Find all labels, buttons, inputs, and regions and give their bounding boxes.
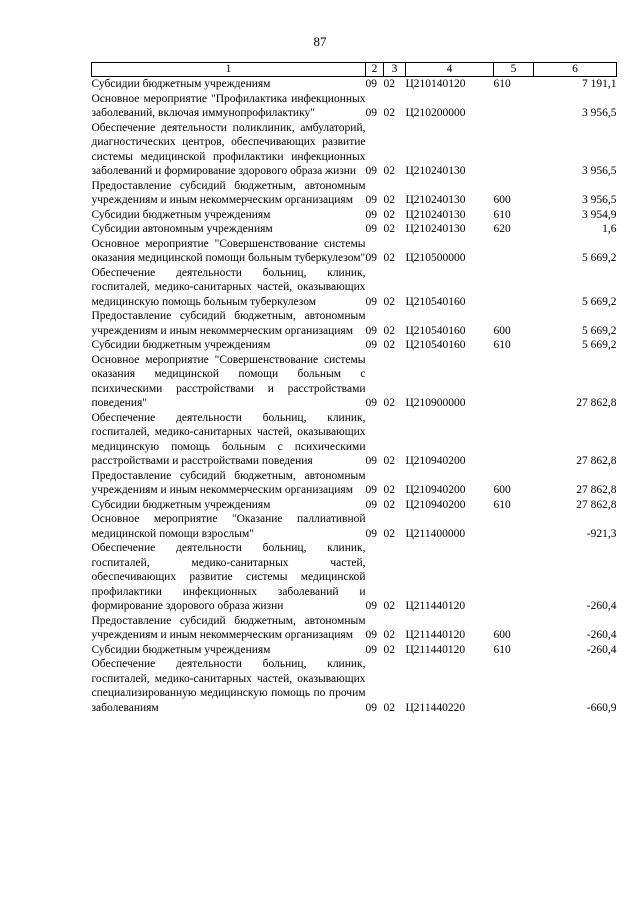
- header-col-section: 2: [366, 63, 384, 77]
- cell-subsection: 02: [383, 295, 395, 308]
- cell-subsection: 02: [383, 498, 395, 511]
- cell-expense-type: 610: [493, 208, 511, 221]
- cell-section: 09: [365, 107, 377, 119]
- cell-section: 09: [365, 455, 377, 467]
- cell-section: 09: [365, 78, 377, 90]
- header-col-target-article: 4: [406, 63, 494, 77]
- cell-expense-type: 600: [493, 324, 511, 337]
- cell-amount: 5 669,2: [582, 324, 617, 337]
- cell-expense-type: 610: [493, 339, 511, 351]
- header-col-name: 1: [92, 63, 366, 77]
- cell-subsection: 02: [383, 78, 395, 90]
- cell-subsection: 02: [383, 324, 395, 337]
- table-body: [92, 77, 617, 716]
- cell-section: 09: [365, 165, 377, 177]
- table-row: [92, 121, 617, 179]
- cell-subsection: 02: [383, 194, 395, 206]
- cell-amount: 3 956,5: [582, 107, 617, 119]
- cell-section: 09: [365, 701, 377, 714]
- cell-section: 09: [365, 629, 377, 641]
- cell-name: Основное мероприятие "Профилактика инфекционных заболеваний, включая иммунопрофилактику": [91, 92, 366, 119]
- cell-target-article: Ц210140120: [405, 78, 466, 90]
- cell-target-article: Ц210200000: [405, 107, 466, 119]
- cell-subsection: 02: [383, 455, 395, 467]
- cell-amount: -921,3: [586, 527, 617, 540]
- table-row: [92, 469, 617, 498]
- cell-target-article: Ц210500000: [405, 252, 466, 264]
- cell-subsection: 02: [383, 629, 395, 641]
- table-row: [92, 498, 617, 513]
- cell-expense-type: [494, 353, 534, 411]
- cell-expense-type: [494, 541, 534, 614]
- cell-subsection: 02: [383, 339, 395, 351]
- cell-expense-type: 600: [493, 194, 511, 206]
- cell-section: 09: [365, 397, 377, 409]
- table-row: [92, 541, 617, 614]
- cell-section: 09: [365, 527, 377, 540]
- cell-name: Основное мероприятие "Совершенствование системы оказания медицинской помощи больным с психическими расстройствами и расстройствами поведения": [91, 353, 366, 409]
- cell-amount: -260,4: [586, 629, 617, 641]
- cell-section: 09: [365, 295, 377, 308]
- cell-section: 09: [365, 600, 377, 612]
- cell-name: Основное мероприятие "Оказание паллиативной медицинской помощи взрослым": [91, 513, 366, 540]
- cell-expense-type: [494, 92, 534, 121]
- cell-amount: 7 191,1: [582, 78, 617, 90]
- cell-expense-type: 610: [493, 78, 511, 90]
- table-row: [92, 309, 617, 338]
- table-row: [92, 512, 617, 541]
- cell-name: Субсидии бюджетным учреждениям: [91, 339, 271, 351]
- cell-target-article: Ц210240130: [405, 208, 466, 221]
- cell-expense-type: 600: [493, 629, 511, 641]
- page-number: 87: [313, 34, 327, 49]
- cell-target-article: Ц210540160: [405, 339, 466, 351]
- cell-target-article: Ц210540160: [405, 324, 466, 337]
- cell-section: 09: [365, 324, 377, 337]
- cell-target-article: Ц211400000: [405, 527, 466, 540]
- cell-subsection: 02: [383, 701, 395, 714]
- cell-expense-type: 620: [493, 223, 511, 235]
- cell-name: Субсидии бюджетным учреждениям: [91, 78, 271, 90]
- cell-target-article: Ц210540160: [405, 295, 466, 308]
- cell-section: 09: [365, 194, 377, 206]
- cell-amount: -260,4: [586, 643, 617, 656]
- cell-subsection: 02: [383, 643, 395, 656]
- table-row: [92, 77, 617, 92]
- cell-amount: 5 669,2: [582, 252, 617, 264]
- cell-amount: 27 862,8: [576, 484, 617, 496]
- cell-subsection: 02: [383, 208, 395, 221]
- cell-expense-type: [494, 121, 534, 179]
- cell-expense-type: [494, 657, 534, 715]
- cell-expense-type: 610: [493, 498, 511, 511]
- cell-amount: 27 862,8: [576, 455, 617, 467]
- cell-target-article: Ц210240130: [405, 223, 466, 235]
- cell-name: Предоставление субсидий бюджетным, автономным учреждениям и иным некоммерческим организациям: [91, 310, 366, 337]
- cell-expense-type: [494, 512, 534, 541]
- header-row: [92, 63, 617, 77]
- cell-subsection: 02: [383, 223, 395, 235]
- table-row: [92, 338, 617, 353]
- cell-name: Обеспечение деятельности больниц, клиник, госпиталей, медико-санитарных частей, оказывающих медицинскую помощь больным туберкулезом: [91, 266, 366, 308]
- cell-amount: 5 669,2: [582, 339, 617, 351]
- cell-name: Основное мероприятие "Совершенствование системы оказания медицинской помощи больным туберкулезом": [91, 237, 366, 264]
- cell-target-article: Ц210240130: [405, 165, 466, 177]
- cell-section: 09: [365, 484, 377, 496]
- cell-name: Обеспечение деятельности поликлиник, амбулаторий, диагностических центров, обеспечивающих развитие системы медицинской профилактики инфекционных заболеваний и формирование здорового образа жизни: [91, 121, 366, 177]
- cell-amount: 3 956,5: [582, 194, 617, 206]
- cell-expense-type: [494, 411, 534, 469]
- cell-subsection: 02: [383, 252, 395, 264]
- cell-amount: 5 669,2: [582, 295, 617, 308]
- cell-target-article: Ц211440120: [405, 600, 466, 612]
- cell-section: 09: [365, 252, 377, 264]
- budget-table: [91, 62, 617, 715]
- cell-amount: 1,6: [602, 223, 617, 235]
- table-row: [92, 266, 617, 310]
- cell-amount: 27 862,8: [576, 498, 617, 511]
- table-row: [92, 614, 617, 643]
- cell-subsection: 02: [383, 107, 395, 119]
- table-row: [92, 179, 617, 208]
- cell-name: Субсидии бюджетным учреждениям: [91, 498, 271, 511]
- cell-subsection: 02: [383, 165, 395, 177]
- table-row: [92, 353, 617, 411]
- cell-amount: 27 862,8: [576, 397, 617, 409]
- cell-name: Обеспечение деятельности больниц, клиник, госпиталей, медико-санитарных частей, оказывающих специализированную медицинскую помощь по прочим заболеваниям: [91, 658, 366, 714]
- cell-section: 09: [365, 498, 377, 511]
- cell-section: 09: [365, 208, 377, 221]
- cell-section: 09: [365, 643, 377, 656]
- cell-target-article: Ц210940200: [405, 455, 466, 467]
- cell-subsection: 02: [383, 397, 395, 409]
- cell-name: Предоставление субсидий бюджетным, автономным учреждениям и иным некоммерческим организациям: [91, 179, 366, 206]
- cell-section: 09: [365, 339, 377, 351]
- table-row: [92, 237, 617, 266]
- table-row: [92, 92, 617, 121]
- table-row: [92, 643, 617, 658]
- cell-amount: 3 954,9: [582, 208, 617, 221]
- header-col-subsection: 3: [384, 63, 406, 77]
- cell-section: 09: [365, 223, 377, 235]
- cell-target-article: Ц211440120: [405, 643, 466, 656]
- cell-amount: -260,4: [586, 600, 617, 612]
- table-row: [92, 222, 617, 237]
- cell-expense-type: [494, 266, 534, 310]
- cell-name: Субсидии бюджетным учреждениям: [91, 643, 271, 656]
- table-header: [92, 63, 617, 77]
- cell-name: Предоставление субсидий бюджетным, автономным учреждениям и иным некоммерческим организациям: [91, 469, 366, 496]
- cell-subsection: 02: [383, 527, 395, 540]
- cell-expense-type: 610: [493, 643, 511, 656]
- cell-expense-type: [494, 237, 534, 266]
- cell-name: Обеспечение деятельности больниц, клиник, госпиталей, медико-санитарных частей, оказывающих медицинскую помощь больным с психическими расстройствами и расстройствами поведения: [91, 411, 366, 467]
- table-row: [92, 208, 617, 223]
- cell-name: Субсидии бюджетным учреждениям: [91, 208, 271, 221]
- header-col-expense-type: 5: [494, 63, 534, 77]
- cell-subsection: 02: [383, 484, 395, 496]
- cell-amount: -660,9: [586, 701, 617, 714]
- cell-target-article: Ц210900000: [405, 397, 466, 409]
- cell-target-article: Ц211440220: [405, 701, 466, 714]
- cell-name: Обеспечение деятельности больниц, клиник, госпиталей, медико-санитарных частей, обеспечивающих развитие системы медицинской профилактики инфекционных заболеваний и формирование здорового образа жизни: [91, 542, 366, 612]
- header-col-amount: 6: [534, 63, 617, 77]
- cell-name: Субсидии автономным учреждениям: [91, 223, 273, 235]
- cell-amount: 3 956,5: [582, 165, 617, 177]
- cell-target-article: Ц210940200: [405, 498, 466, 511]
- table-row: [92, 657, 617, 715]
- cell-expense-type: 600: [493, 484, 511, 496]
- table-row: [92, 411, 617, 469]
- cell-target-article: Ц211440120: [405, 629, 466, 641]
- cell-target-article: Ц210940200: [405, 484, 466, 496]
- cell-subsection: 02: [383, 600, 395, 612]
- cell-target-article: Ц210240130: [405, 194, 466, 206]
- cell-name: Предоставление субсидий бюджетным, автономным учреждениям и иным некоммерческим организациям: [91, 614, 366, 641]
